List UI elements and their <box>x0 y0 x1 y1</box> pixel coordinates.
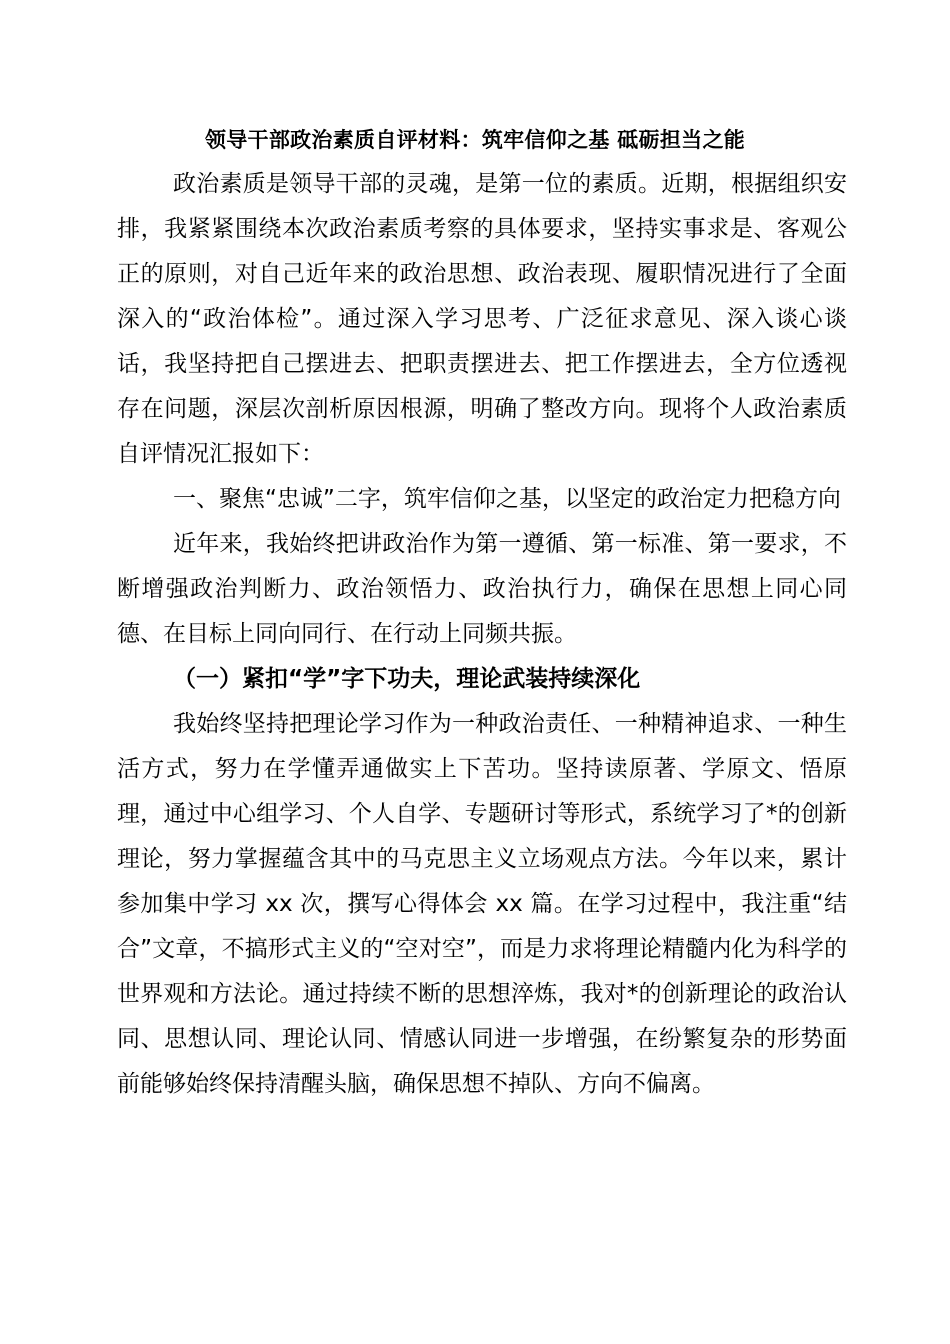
section-heading-1: 一、聚焦“忠诚”二字，筑牢信仰之基，以坚定的政治定力把稳方向 <box>173 486 841 512</box>
document-body <box>117 162 847 1107</box>
section-1-paragraph: 近年来，我始终把讲政治作为第一遵循、第一标准、第一要求，不断增强政治判断力、政治领悟力、政治执行力，确保在思想上同心同德、在目标上同向同行、在行动上同频共振。 <box>117 531 847 647</box>
subsection-heading-1: （一）紧扣“学”字下功夫，理论武装持续深化 <box>173 666 641 692</box>
document-title: 领导干部政治素质自评材料：筑牢信仰之基 砥砺担当之能 <box>204 128 746 152</box>
subsection-1-paragraph: 我始终坚持把理论学习作为一种政治责任、一种精神追求、一种生活方式，努力在学懂弄通做实上下苦功。坚持读原著、学原文、悟原理，通过中心组学习、个人自学、专题研讨等形式，系统学习了*的创新理论，努力掌握蕴含其中的马克思主义立场观点方法。今年以来，累计参加集中学习 xx 次，撰写心得体会 xx 篇。在学习过程中，我注重“结合”文章，不搞形式主义的“空对空”，而是力求将理论精髓内化为科学的世界观和方法论。通过持续不断的思想淬炼，我对*的创新理论的政治认同、思想认同、理论认同、情感认同进一步增强，在纷繁复杂的形势面前能够始终保持清醒头脑，确保思想不掉队、方向不偏离。 <box>117 711 847 1097</box>
intro-paragraph: 政治素质是领导干部的灵魂，是第一位的素质。近期，根据组织安排，我紧紧围绕本次政治素质考察的具体要求，坚持实事求是、客观公正的原则，对自己近年来的政治思想、政治表现、履职情况进行了全面深入的“政治体检”。通过深入学习思考、广泛征求意见、深入谈心谈话，我坚持把自己摆进去、把职责摆进去、把工作摆进去，全方位透视存在问题，深层次剖析原因根源，明确了整改方向。现将个人政治素质自评情况汇报如下： <box>117 171 847 467</box>
